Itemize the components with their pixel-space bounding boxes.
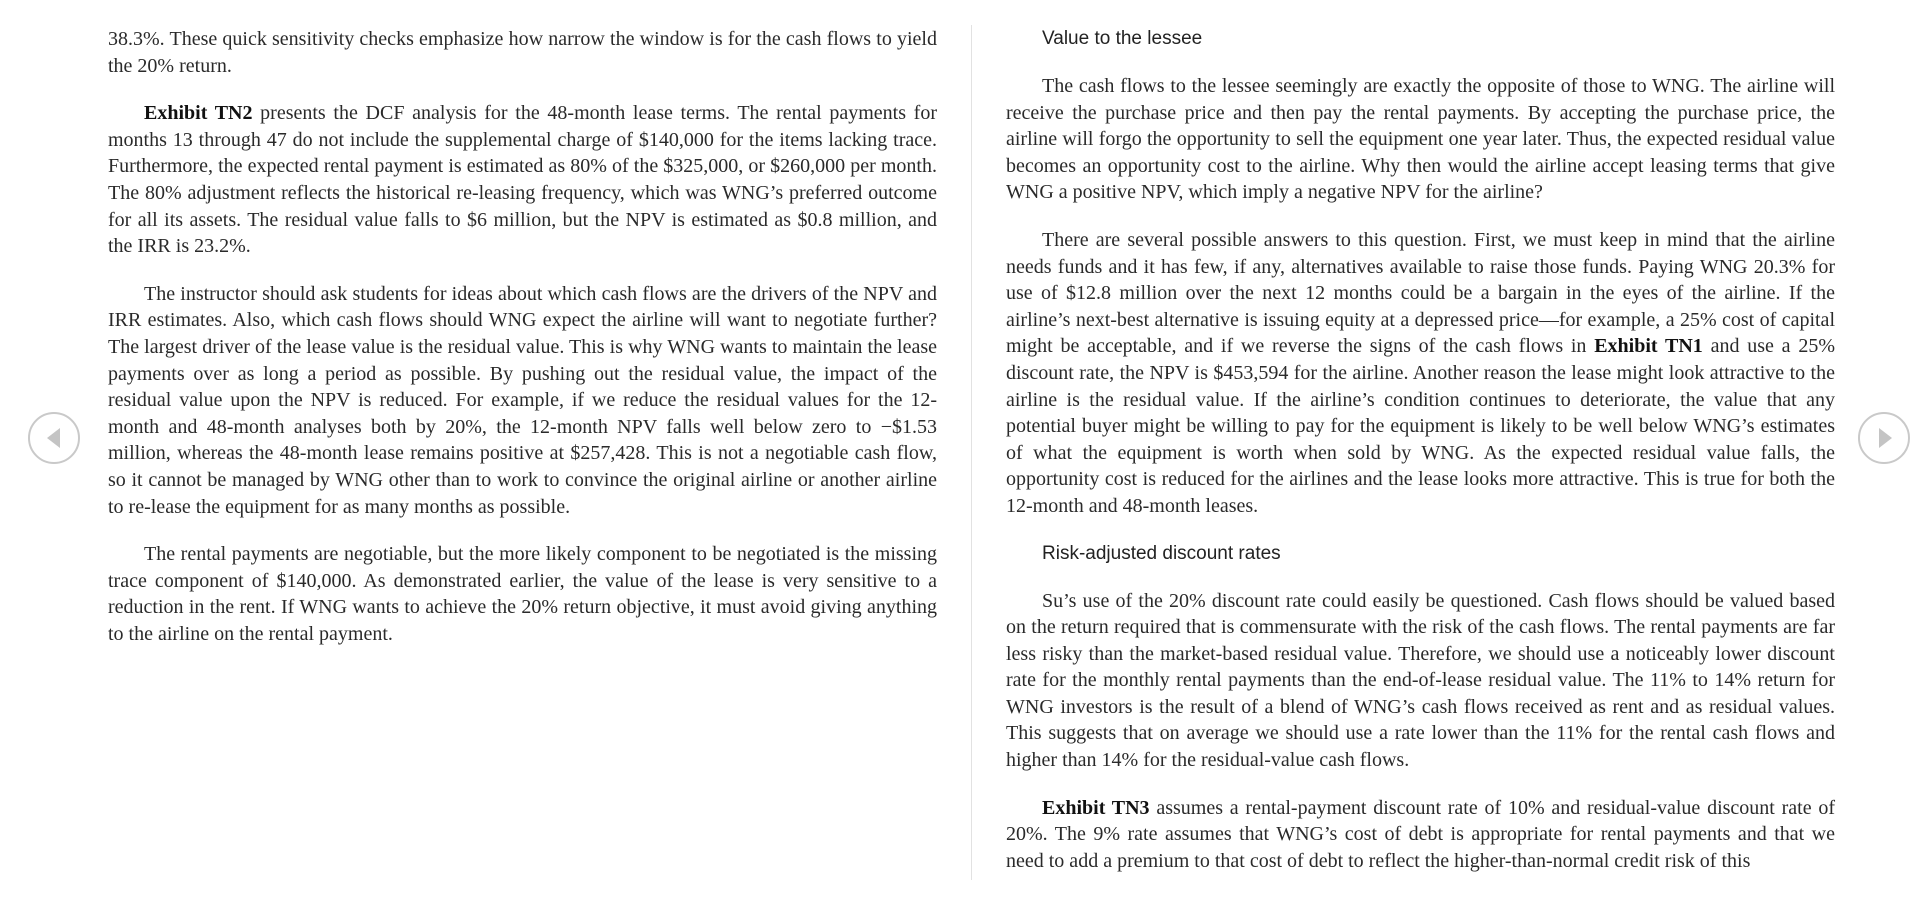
exhibit-reference: Exhibit TN3 (1042, 796, 1150, 819)
paragraph-continued: 38.3%. These quick sensitivity checks emphasize how narrow the window is for the cash flows to yield the 20% return. (108, 28, 937, 77)
paragraph-text: presents the DCF analysis for the 48-month lease terms. The rental payments for months 13 through 47 do not include the supplemental charge of $140,000 for the items lacking trace. Furthermore, the expected rental payment is estimated as 80% of the $325,000, or $260,000 per month. The 80% adjustment reflects the historical re-leasing frequency, which was WNG’s preferred outcome for all its assets. The residual value falls to $6 million, but the NPV is estimated as $0.8 million, and the IRR is 23.2%. (108, 102, 937, 258)
left-page-column (108, 26, 937, 668)
section-heading-risk-adjusted: Risk-adjusted discount rates (1042, 542, 1281, 564)
right-page-column (1006, 26, 1835, 895)
chevron-left-icon (30, 414, 78, 462)
paragraph-text: and use a 25% discount rate, the NPV is $453,594 for the airline. Another reason the lease might look attractive to the airline is the residual value. If the airline’s condition continues to deteriorate, the value that any potential buyer might be willing to pay for the equipment is likely to be well below WNG’s estimates of what the equipment is worth when sold by WNG. As the expected residual value falls, the opportunity cost is reduced for the airlines and the lease looks more attractive. This is true for both the 12-month and 48-month leases. (1006, 335, 1836, 517)
paragraph-exhibit-tn2 (108, 100, 937, 260)
paragraph-text: assumes a rental-payment discount rate of 10% and residual-value discount rate of 20%. The 9% rate assumes that WNG’s cost of debt is appropriate for rental payments and that we need to add a premium to that cost of debt to reflect the higher-than-normal credit risk of this (1006, 796, 1836, 872)
paragraph-lessee-cash-flows: The cash flows to the lessee seemingly are exactly the opposite of those to WNG. The airline will receive the purchase price and then pay the rental payments. By accepting the purchase price, the airline will forgo the opportunity to sell the equipment one year later. Thus, the expected residual value becomes an opportunity cost to the airline. Why then would the airline accept leasing terms that give WNG a positive NPV, which imply a negative NPV for the airline? (1006, 75, 1835, 204)
paragraph-rental-payments: The rental payments are negotiable, but the more likely component to be negotiated is the missing trace component of $140,000. As demonstrated earlier, the value of the lease is very sensitive to a reduction in the rent. If WNG wants to achieve the 20% return objective, it must avoid giving anything to the airline on the rental payment. (108, 543, 937, 645)
previous-page-button[interactable] (28, 412, 80, 464)
exhibit-reference: Exhibit TN2 (144, 102, 253, 125)
section-heading-value-to-lessee: Value to the lessee (1042, 28, 1203, 49)
paragraph-text: There are several possible answers to this question. First, we must keep in mind that the airline needs funds and it has few, if any, alternatives available to raise those funds. Paying WNG 20.3% for use of $12.8 million over the next 12 months could be a bargain in the eyes of the airline. If the airline’s next-best alternative is issuing equity at a depressed price—for example, a 25% cost of capital might be acceptable, and if we reverse the signs of the cash flows in (1006, 228, 1835, 358)
paragraph-discount-rate: Su’s use of the 20% discount rate could easily be questioned. Cash flows should be valued based on the return required that is commensurate with the risk of the cash flows. The rental payments are far less risky than the market-based residual value. Therefore, we should use a noticeably lower discount rate for the monthly rental payments than the end-of-lease residual value. The 11% to 14% return for WNG investors is the result of a blend of WNG’s cash flows received as rent and as residual values. This suggests that on average we should use a rate lower than the 11% for the rental cash flows and higher than 14% for the residual-value cash flows. (1006, 589, 1835, 772)
paragraph-drivers: The instructor should ask students for ideas about which cash flows are the drivers of the NPV and IRR estimates. Also, which cash flows should WNG expect the airline will want to negotiate further? The largest driver of the lease value is the residual value. This is why WNG wants to maintain the lease payments over as long a period as possible. By pushing out the residual value, the impact of the residual value upon the NPV is reduced. For example, if we reduce the residual values for the 12-month and 48-month analyses both by 20%, the 12-month NPV falls well below zero to −$1.53 million, whereas the 48-month lease remains positive at $257,428. This is not a negotiable cash flow, so it cannot be managed by WNG other than to work to convince the original airline or another airline to re-lease the equipment for as many months as possible. (108, 282, 937, 518)
exhibit-reference: Exhibit TN1 (1594, 335, 1703, 358)
paragraph-exhibit-tn3 (1006, 795, 1835, 875)
next-page-button[interactable] (1858, 412, 1910, 464)
chevron-right-icon (1860, 414, 1908, 462)
paragraph-possible-answers (1006, 227, 1835, 520)
page-divider (971, 25, 972, 880)
